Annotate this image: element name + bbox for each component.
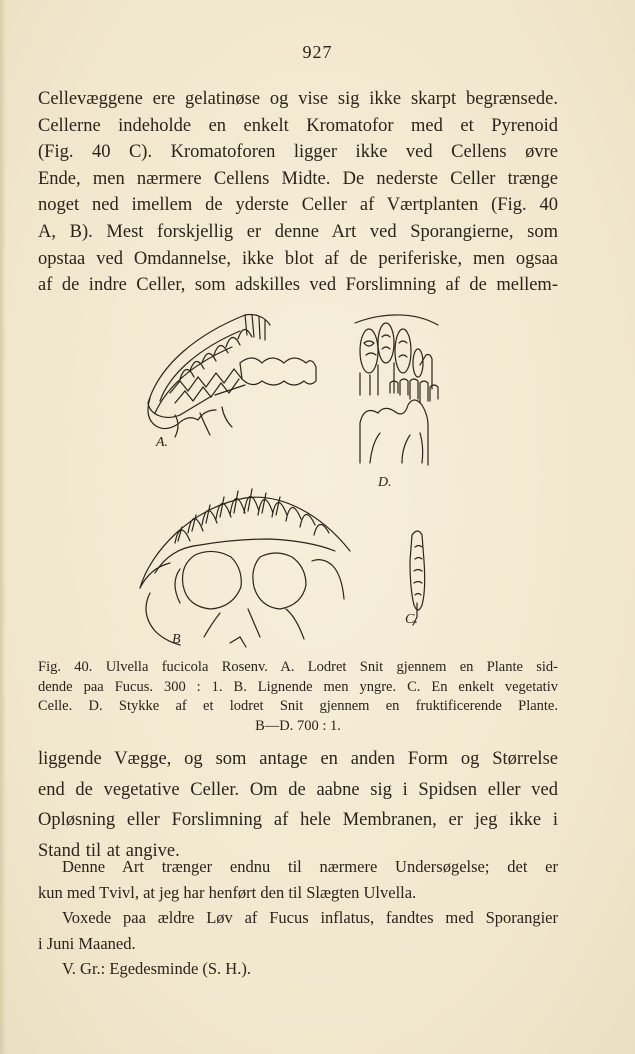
caption-line: Fig. 40. Ulvella fucicola Rosenv. A. Lodret Snit gjennem en Plante sid- [38,659,558,675]
caption-line: dende paa Fucus. 300 : 1. B. Lignende men yngre. C. En enkelt vegetativ [38,678,558,695]
paragraph-1-line: opstaa ved Omdannelse, ikke blot af de periferiske, men ogsaa [38,248,558,269]
figure-label-d: D. [378,475,392,490]
figure-caption [38,658,558,736]
figure-40-illustration [120,303,480,653]
paragraph-1-line: Cellevæggene ere gelatinøse og vise sig ikke skarpt begrænsede. [38,89,558,109]
caption-line: Celle. D. Stykke af et lodret Snit gjennem en fruktificerende Plante. [38,698,558,714]
figure-b-drawing [140,489,350,647]
paragraph-1-line: Ende, men nærmere Cellens Midte. De nederste Celler trænge [38,168,558,189]
page-edge-shadow [0,0,6,1054]
paragraph-3-line: Denne Art trænger endnu til nærmere Undersøgelse; det er [62,857,558,876]
paragraph-2 [38,744,558,866]
figure-c-drawing [410,531,425,625]
paragraph-1-line: noget ned imellem de yderste Celler af Værtplanten (Fig. 40 [38,195,558,216]
paragraph-5-line: V. Gr.: Egedesminde (S. H.). [62,959,251,978]
paragraph-1-line: (Fig. 40 C). Kromatoforen ligger ikke ved Cellens øvre [38,142,558,163]
paragraph-3-line: kun med Tvivl, at jeg har henført den til Slægten Ulvella. [38,882,417,902]
page-number: 927 [302,42,333,62]
figure-label-b: B [172,632,181,647]
paragraph-1 [38,86,558,299]
figure-d-drawing [355,315,438,465]
paragraph-4-line: Voxede paa ældre Løv af Fucus inflatus, fandtes med Sporangier [62,908,558,927]
paragraph-1-line: A, B). Mest forskjellig er denne Art ved Sporangierne, som [38,221,558,242]
paragraph-2-line: Stand til at angive. [38,840,180,861]
paragraph-1-line: Cellerne indeholde en enkelt Kromatofor med et Pyrenoid [38,115,558,136]
figure-label-c: C. [405,612,418,627]
figure-a-drawing [148,314,316,437]
figure-label-a: A. [156,435,169,450]
paragraph-2-line: end de vegetative Celler. Om de aabne sig i Spidsen eller ved [38,779,558,800]
paragraph-3 [38,854,558,982]
paragraph-2-line: Opløsning eller Forslimning af hele Membranen, er jeg ikke i [38,810,558,830]
paragraph-4-line: i Juni Maaned. [38,933,136,953]
paragraph-1-line: af de indre Celler, som adskilles ved Forslimning af de mellem- [38,275,558,296]
paragraph-2-line: liggende Vægge, og som antage en anden Form og Størrelse [38,749,558,769]
caption-line: B—D. 700 : 1. [255,717,341,734]
